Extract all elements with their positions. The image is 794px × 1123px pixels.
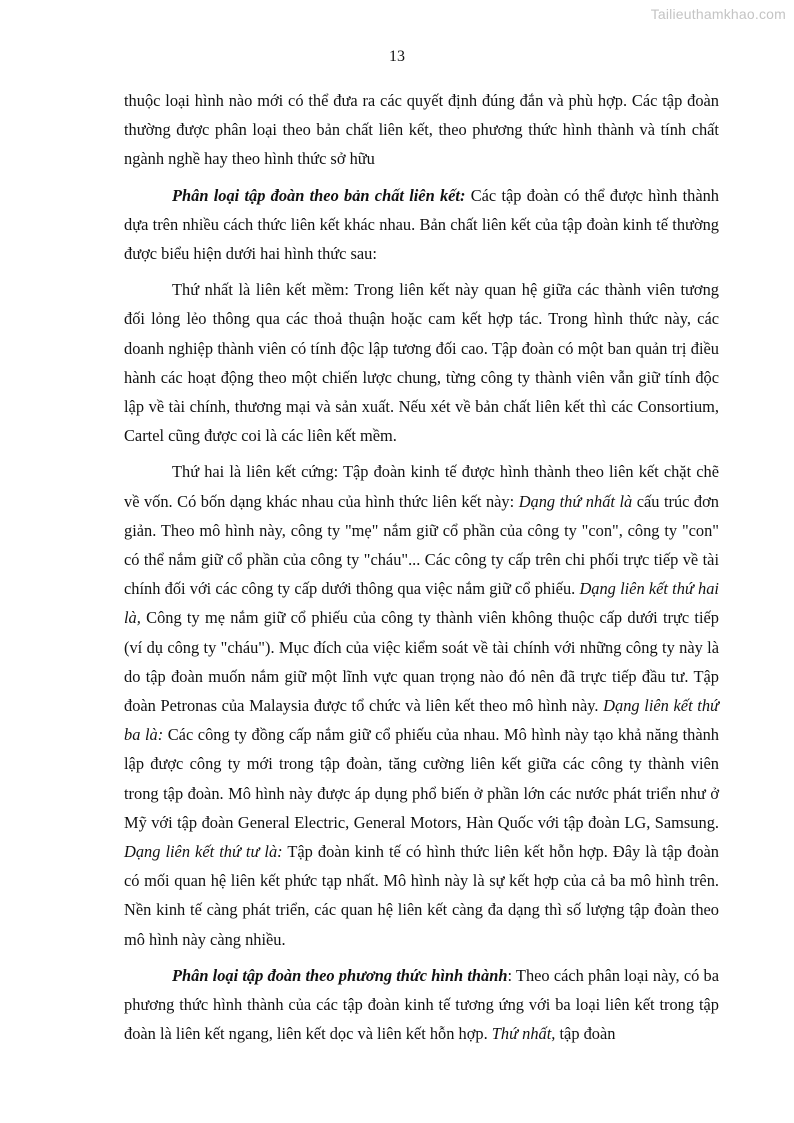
watermark: Tailieuthamkhao.com (650, 6, 786, 22)
paragraph-text: : Theo cách phân loại này, có ba phương thức hình thành của các tập đoàn kinh tế tương ứng với ba loại liên kết trong tập đoàn là liên kết ngang, liên kết dọc và liên kết hỗn hợp. (124, 965, 719, 1044)
paragraph-text: Thứ hai là liên kết cứng: Tập đoàn kinh tế được hình thành theo liên kết chặt chẽ về vốn. Có bốn dạng khác nhau của hình thức liên kết này: (124, 462, 719, 511)
italic-phrase: Thứ nhất, (491, 1024, 556, 1044)
page-number: 13 (389, 48, 405, 65)
paragraph-classification-by-formation (124, 961, 719, 1049)
paragraph-classification-by-nature (124, 181, 719, 269)
paragraph-intro (124, 86, 719, 174)
paragraph-text: Các tập đoàn có thể được hình thành dựa trên nhiều cách thức liên kết khác nhau. Bản chất liên kết của tập đoàn kinh tế thường được biểu hiện dưới hai hình thức sau: (124, 185, 719, 264)
paragraph-text: Thứ nhất là liên kết mềm: Trong liên kết này quan hệ giữa các thành viên tương đối lỏng lẻo thông qua các thoả thuận hoặc cam kết hợp tác. Trong hình thức này, các doanh nghiệp thành viên có tính độc lập tương đối cao. Tập đoàn có một ban quản trị điều hành các hoạt động theo một chiến lược chung, từng công ty thành viên vẫn giữ tính độc lập về tài chính, thương mại và sản xuất. Nếu xét về bản chất liên kết thì các Consortium, Cartel cũng được coi là các liên kết mềm. (124, 280, 719, 446)
paragraph-text: Công ty mẹ nắm giữ cổ phiếu của công ty thành viên không thuộc cấp dưới trực tiếp (ví dụ công ty "cháu"). Mục đích của việc kiểm soát về tài chính với những công ty này là do tập đoàn muốn nắm giữ một lĩnh vực quan trọng nào đó nên đã trực tiếp đầu tư. Tập đoàn Petronas của Malaysia được tổ chức và liên kết theo mô hình này. (124, 608, 719, 716)
paragraph-text: cấu trúc đơn giản. Theo mô hình này, công ty "mẹ" nắm giữ cổ phần của công ty "con", công ty "con" có thể nắm giữ cổ phần của công ty "cháu"... Các công ty cấp trên chi phối trực tiếp về tài chính đối với các công ty cấp dưới thông qua việc nắm giữ cổ phiếu. (124, 491, 719, 599)
italic-phrase: Dạng liên kết thứ hai là, (124, 579, 719, 628)
section-heading: Phân loại tập đoàn theo phương thức hình thành (172, 965, 508, 985)
paragraph-text: Các công ty đồng cấp nắm giữ cổ phiếu của nhau. Mô hình này tạo khả năng thành lập được công ty mới trong tập đoàn, tăng cường liên kết giữa các công ty thành viên trong tập đoàn. Mô hình này được áp dụng phổ biến ở phần lớn các nước phát triển như ở Mỹ với tập đoàn General Electric, General Motors, Hàn Quốc với tập đoàn LG, Samsung. (124, 725, 719, 832)
document-body (124, 86, 719, 1056)
paragraph-text: thuộc loại hình nào mới có thể đưa ra các quyết định đúng đắn và phù hợp. Các tập đoàn thường được phân loại theo bản chất liên kết, theo phương thức hình thành và tính chất ngành nghề hay theo hình thức sở hữu (124, 91, 719, 169)
paragraph-soft-linkage (124, 275, 719, 450)
section-heading: Phân loại tập đoàn theo bản chất liên kết: (172, 185, 466, 205)
paragraph-text: Tập đoàn kinh tế có hình thức liên kết hỗn hợp. Đây là tập đoàn có mối quan hệ liên kết phức tạp nhất. Mô hình này là sự kết hợp của cả ba mô hình trên. Nền kinh tế càng phát triển, các quan hệ liên kết càng đa dạng thì số lượng tập đoàn theo mô hình này càng nhiều. (124, 842, 719, 949)
italic-phrase: Dạng liên kết thứ tư là: (124, 842, 283, 862)
paragraph-hard-linkage (124, 457, 719, 953)
italic-phrase: Dạng thứ nhất là (518, 491, 633, 511)
paragraph-text: tập đoàn (555, 1024, 616, 1044)
italic-phrase: Dạng liên kết thứ ba là: (124, 696, 719, 745)
